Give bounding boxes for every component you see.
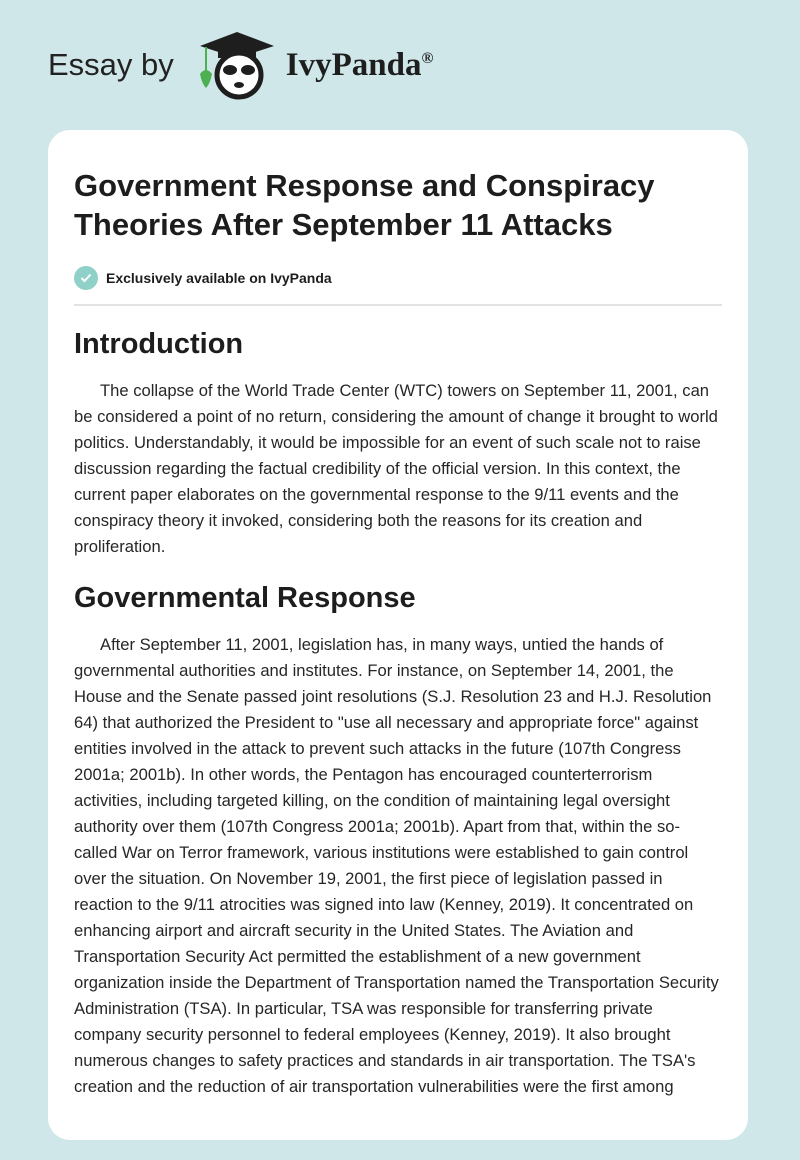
essay-card (48, 130, 748, 1140)
divider (74, 304, 722, 306)
exclusive-badge (74, 266, 722, 290)
essay-by-label: Essay by (48, 47, 174, 82)
site-header (48, 30, 433, 100)
section-heading-introduction: Introduction (74, 328, 244, 360)
essay-title: Government Response and Conspiracy Theories After September 11 Attacks (74, 168, 655, 242)
check-circle-icon (74, 266, 98, 290)
ivypanda-panda-logo-icon[interactable] (194, 30, 280, 100)
exclusive-badge-label: Exclusively available on IvyPanda (106, 270, 332, 286)
section-text-governmental-response: After September 11, 2001, legislation has, in many ways, untied the hands of governmental authorities and institutes. For instance, on September 14, 2001, the House and the Senate passed joint resolutions (S.J. Resolution 23 and H.J. Resolution 64) that authorized the President to "use all necessary and appropriate force" against entities involved in the attack to prevent such attacks in the future (107th Congress 2001a; 2001b). In other words, the Pentagon has encouraged counterterrorism activities, including targeted killing, on the condition of maintaining legal oversight authority over them (107th Congress 2001a; 2001b). Apart from that, within the so-called War on Terror framework, various institutions were established to gain control over the situation. On November 19, 2001, the first piece of legislation passed in reaction to the 9/11 atrocities was signed into law (Kenney, 2019). It concentrated on enhancing airport and aircraft security in the United States. The Aviation and Transportation Security Act permitted the establishment of a new government organization inside the Department of Transportation named the Transportation Security Administration (TSA). In particular, TSA was responsible for transferring private company security personnel to federal employees (Kenney, 2019). It also brought numerous changes to safety practices and standards in air transportation. The TSA's creation and the reduction of air transportation vulnerabilities were the first among (74, 635, 719, 1096)
section-heading-governmental-response: Governmental Response (74, 582, 416, 614)
section-text-introduction: The collapse of the World Trade Center (WTC) towers on September 11, 2001, can be considered a point of no return, considering the amount of change it brought to world politics. Understandably, it would be impossible for an event of such scale not to raise discussion regarding the factual credibility of the official version. In this context, the current paper elaborates on the governmental response to the 9/11 events and the conspiracy theory it invoked, considering both the reasons for its creation and proliferation. (74, 381, 718, 556)
ivypanda-brand-name[interactable]: IvyPanda® (285, 46, 434, 83)
